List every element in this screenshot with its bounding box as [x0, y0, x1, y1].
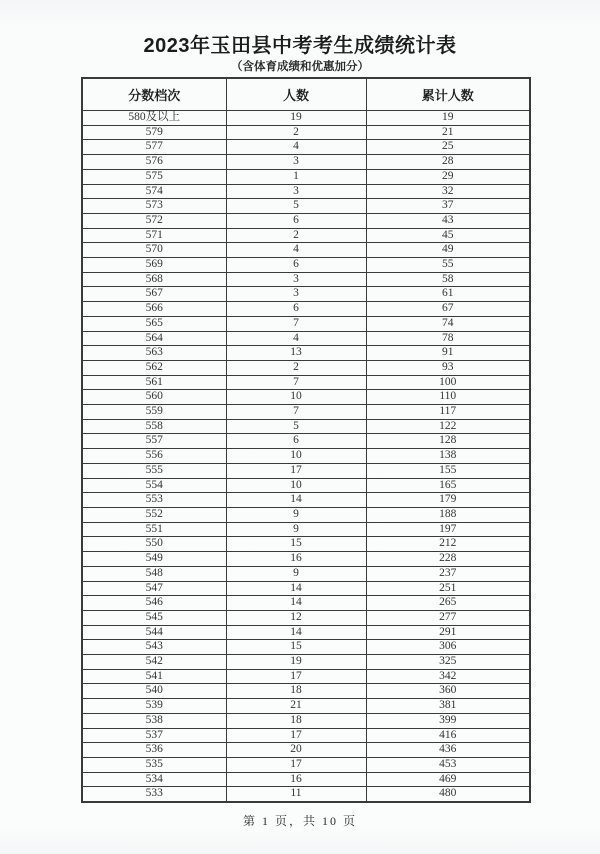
header-row	[82, 78, 530, 111]
cumulative-count-cell: 228	[366, 552, 530, 567]
table-row	[82, 507, 530, 522]
score-band-cell: 537	[82, 728, 226, 743]
table-row	[82, 346, 530, 361]
cumulative-count-cell: 138	[366, 449, 530, 464]
cumulative-count-cell: 251	[366, 581, 530, 596]
count-cell: 1	[226, 169, 366, 184]
score-band-cell: 560	[82, 390, 226, 405]
table-row	[82, 610, 530, 625]
table-row	[82, 125, 530, 140]
score-band-cell: 571	[82, 228, 226, 243]
count-cell: 17	[226, 757, 366, 772]
page-title: 2023年玉田县中考考生成绩统计表	[143, 35, 457, 57]
score-band-cell: 556	[82, 449, 226, 464]
table-row	[82, 213, 530, 228]
table-row	[82, 537, 530, 552]
table-row	[82, 258, 530, 273]
cumulative-count-cell: 45	[366, 228, 530, 243]
cumulative-count-cell: 436	[366, 743, 530, 758]
count-cell: 10	[226, 449, 366, 464]
score-band-cell: 580及以上	[82, 111, 226, 126]
table-row	[82, 625, 530, 640]
score-band-cell: 577	[82, 140, 226, 155]
table-row	[82, 302, 530, 317]
table-row	[82, 713, 530, 728]
cumulative-count-cell: 291	[366, 625, 530, 640]
count-cell: 2	[226, 125, 366, 140]
count-cell: 18	[226, 684, 366, 699]
score-band-cell: 547	[82, 581, 226, 596]
table-row	[82, 757, 530, 772]
count-cell: 14	[226, 596, 366, 611]
cumulative-count-cell: 360	[366, 684, 530, 699]
table-row	[82, 640, 530, 655]
cumulative-count-cell: 165	[366, 478, 530, 493]
table-row	[82, 434, 530, 449]
table-row	[82, 419, 530, 434]
score-band-cell: 538	[82, 713, 226, 728]
cumulative-count-cell: 28	[366, 155, 530, 170]
count-cell: 16	[226, 552, 366, 567]
count-cell: 4	[226, 331, 366, 346]
cumulative-count-cell: 93	[366, 360, 530, 375]
table-row	[82, 581, 530, 596]
count-cell: 4	[226, 243, 366, 258]
table-row	[82, 596, 530, 611]
count-cell: 13	[226, 346, 366, 361]
cumulative-count-cell: 325	[366, 655, 530, 670]
table-row	[82, 405, 530, 420]
table-row	[82, 743, 530, 758]
score-band-cell: 564	[82, 331, 226, 346]
cumulative-count-cell: 237	[366, 566, 530, 581]
table-row	[82, 522, 530, 537]
count-cell: 3	[226, 287, 366, 302]
cumulative-count-cell: 265	[366, 596, 530, 611]
score-band-cell: 540	[82, 684, 226, 699]
count-cell: 11	[226, 787, 366, 802]
score-band-cell: 550	[82, 537, 226, 552]
count-cell: 20	[226, 743, 366, 758]
score-band-cell: 568	[82, 272, 226, 287]
score-band-cell: 569	[82, 258, 226, 273]
count-cell: 6	[226, 302, 366, 317]
score-band-cell: 559	[82, 405, 226, 420]
count-cell: 7	[226, 316, 366, 331]
cumulative-count-cell: 197	[366, 522, 530, 537]
cumulative-count-cell: 416	[366, 728, 530, 743]
cumulative-count-cell: 128	[366, 434, 530, 449]
table-row	[82, 316, 530, 331]
column-header-score-band: 分数档次	[82, 78, 226, 111]
count-cell: 14	[226, 625, 366, 640]
table-row	[82, 655, 530, 670]
score-band-cell: 553	[82, 493, 226, 508]
count-cell: 6	[226, 213, 366, 228]
count-cell: 21	[226, 699, 366, 714]
table-row	[82, 375, 530, 390]
column-header-count: 人数	[226, 78, 366, 111]
cumulative-count-cell: 67	[366, 302, 530, 317]
table-header	[82, 78, 530, 111]
count-cell: 9	[226, 566, 366, 581]
count-cell: 2	[226, 228, 366, 243]
cumulative-count-cell: 58	[366, 272, 530, 287]
cumulative-count-cell: 32	[366, 184, 530, 199]
table-row	[82, 199, 530, 214]
count-cell: 7	[226, 375, 366, 390]
count-cell: 17	[226, 669, 366, 684]
score-band-cell: 566	[82, 302, 226, 317]
count-cell: 7	[226, 405, 366, 420]
score-band-cell: 555	[82, 463, 226, 478]
count-cell: 19	[226, 111, 366, 126]
count-cell: 12	[226, 610, 366, 625]
cumulative-count-cell: 122	[366, 419, 530, 434]
cumulative-count-cell: 49	[366, 243, 530, 258]
table-row	[82, 155, 530, 170]
page-number-footer: 第 1 页，共 10 页	[242, 814, 357, 829]
score-band-cell: 548	[82, 566, 226, 581]
cumulative-count-cell: 61	[366, 287, 530, 302]
score-statistics-table	[81, 77, 531, 803]
score-band-cell: 533	[82, 787, 226, 802]
count-cell: 19	[226, 655, 366, 670]
score-band-cell: 574	[82, 184, 226, 199]
score-band-cell: 575	[82, 169, 226, 184]
score-band-cell: 561	[82, 375, 226, 390]
score-band-cell: 570	[82, 243, 226, 258]
count-cell: 10	[226, 390, 366, 405]
table-row	[82, 390, 530, 405]
cumulative-count-cell: 179	[366, 493, 530, 508]
score-band-cell: 534	[82, 772, 226, 787]
cumulative-count-cell: 78	[366, 331, 530, 346]
table-row	[82, 552, 530, 567]
table-row	[82, 140, 530, 155]
cumulative-count-cell: 25	[366, 140, 530, 155]
count-cell: 17	[226, 728, 366, 743]
score-band-cell: 549	[82, 552, 226, 567]
table-row	[82, 684, 530, 699]
table-row	[82, 772, 530, 787]
count-cell: 2	[226, 360, 366, 375]
page-subtitle: （含体育成绩和优惠加分）	[231, 61, 369, 73]
table-row	[82, 478, 530, 493]
cumulative-count-cell: 469	[366, 772, 530, 787]
table-row	[82, 669, 530, 684]
score-band-cell: 552	[82, 507, 226, 522]
score-band-cell: 557	[82, 434, 226, 449]
count-cell: 3	[226, 184, 366, 199]
cumulative-count-cell: 21	[366, 125, 530, 140]
cumulative-count-cell: 110	[366, 390, 530, 405]
cumulative-count-cell: 37	[366, 199, 530, 214]
table-row	[82, 184, 530, 199]
count-cell: 15	[226, 640, 366, 655]
cumulative-count-cell: 155	[366, 463, 530, 478]
score-band-cell: 535	[82, 757, 226, 772]
score-band-cell: 541	[82, 669, 226, 684]
table-row	[82, 566, 530, 581]
count-cell: 4	[226, 140, 366, 155]
cumulative-count-cell: 29	[366, 169, 530, 184]
score-band-cell: 546	[82, 596, 226, 611]
count-cell: 14	[226, 493, 366, 508]
score-band-cell: 558	[82, 419, 226, 434]
count-cell: 18	[226, 713, 366, 728]
score-band-cell: 542	[82, 655, 226, 670]
score-band-cell: 544	[82, 625, 226, 640]
cumulative-count-cell: 342	[366, 669, 530, 684]
cumulative-count-cell: 43	[366, 213, 530, 228]
cumulative-count-cell: 74	[366, 316, 530, 331]
score-band-cell: 543	[82, 640, 226, 655]
count-cell: 17	[226, 463, 366, 478]
cumulative-count-cell: 480	[366, 787, 530, 802]
score-band-cell: 579	[82, 125, 226, 140]
cumulative-count-cell: 55	[366, 258, 530, 273]
score-band-cell: 573	[82, 199, 226, 214]
table-row	[82, 111, 530, 126]
table-row	[82, 243, 530, 258]
score-band-cell: 551	[82, 522, 226, 537]
table-row	[82, 699, 530, 714]
score-band-cell: 572	[82, 213, 226, 228]
score-band-cell: 545	[82, 610, 226, 625]
count-cell: 6	[226, 258, 366, 273]
cumulative-count-cell: 399	[366, 713, 530, 728]
score-band-cell: 539	[82, 699, 226, 714]
table-row	[82, 787, 530, 802]
cumulative-count-cell: 91	[366, 346, 530, 361]
table-row	[82, 331, 530, 346]
score-band-cell: 576	[82, 155, 226, 170]
table-row	[82, 463, 530, 478]
cumulative-count-cell: 212	[366, 537, 530, 552]
score-band-cell: 536	[82, 743, 226, 758]
table-row	[82, 360, 530, 375]
table-row	[82, 272, 530, 287]
score-band-cell: 554	[82, 478, 226, 493]
table-row	[82, 493, 530, 508]
score-band-cell: 563	[82, 346, 226, 361]
cumulative-count-cell: 453	[366, 757, 530, 772]
count-cell: 5	[226, 199, 366, 214]
cumulative-count-cell: 277	[366, 610, 530, 625]
count-cell: 6	[226, 434, 366, 449]
table-row	[82, 287, 530, 302]
cumulative-count-cell: 306	[366, 640, 530, 655]
table-row	[82, 449, 530, 464]
count-cell: 9	[226, 507, 366, 522]
count-cell: 9	[226, 522, 366, 537]
count-cell: 14	[226, 581, 366, 596]
cumulative-count-cell: 381	[366, 699, 530, 714]
score-band-cell: 567	[82, 287, 226, 302]
count-cell: 3	[226, 155, 366, 170]
score-band-cell: 562	[82, 360, 226, 375]
count-cell: 16	[226, 772, 366, 787]
table-row	[82, 169, 530, 184]
cumulative-count-cell: 100	[366, 375, 530, 390]
table-row	[82, 728, 530, 743]
cumulative-count-cell: 188	[366, 507, 530, 522]
cumulative-count-cell: 19	[366, 111, 530, 126]
count-cell: 15	[226, 537, 366, 552]
table-body	[82, 111, 530, 803]
count-cell: 5	[226, 419, 366, 434]
column-header-cumulative-count: 累计人数	[366, 78, 530, 111]
cumulative-count-cell: 117	[366, 405, 530, 420]
count-cell: 10	[226, 478, 366, 493]
table-row	[82, 228, 530, 243]
score-band-cell: 565	[82, 316, 226, 331]
count-cell: 3	[226, 272, 366, 287]
